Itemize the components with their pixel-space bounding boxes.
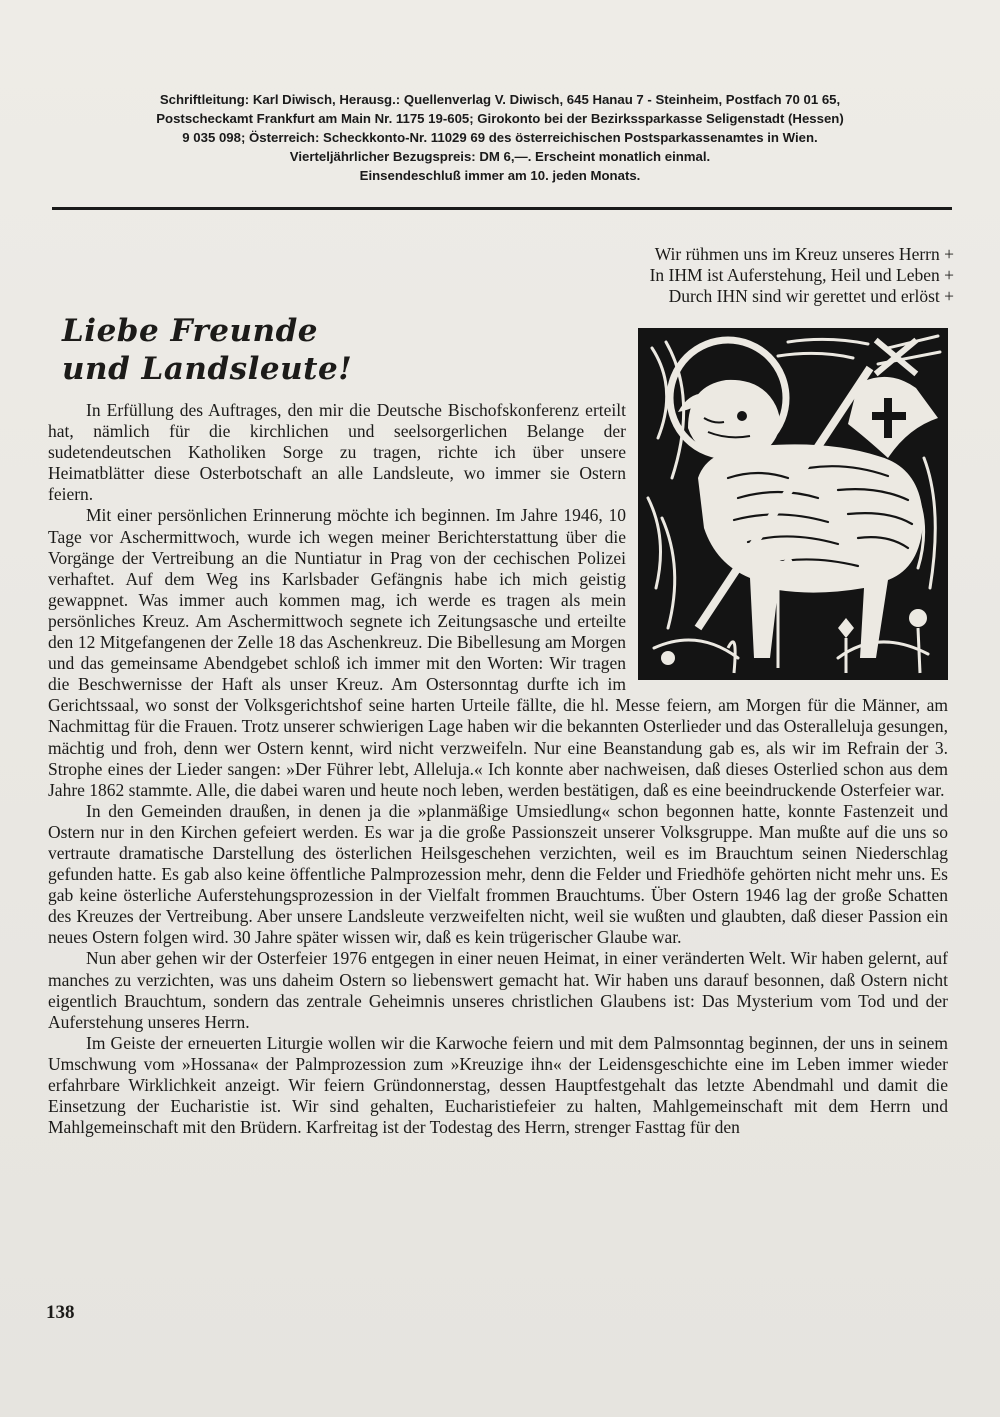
motto-block [534,244,954,307]
headline-line-2: und Landsleute! [62,351,353,387]
masthead-line: Vierteljährlicher Bezugspreis: DM 6,—. Erscheint monatlich einmal. [289,149,711,164]
header-divider [52,207,952,210]
headline-line-1: Liebe Freunde [62,313,318,349]
article-headline [62,312,402,388]
masthead-line: Schriftleitung: Karl Diwisch, Herausg.: Quellenverlag V. Diwisch, 645 Hanau 7 - Steinheim, Postfach 70 01 65, [159,92,841,107]
masthead-imprint [50,90,950,185]
masthead-line: Einsendeschluß immer am 10. jeden Monats. [359,168,641,183]
motto-line: In IHM ist Auferstehung, Heil und Leben + [649,265,954,285]
motto-line: Wir rühmen uns im Kreuz unseres Herrn + [654,244,954,264]
paragraph: In den Gemeinden draußen, in denen ja die »planmäßige Umsiedlung« schon begonnen hatte, konnte Fastenzeit und Ostern nur in den Kirchen gefeiert werden. Es war ja die große Passionszeit unserer Volksgruppe. Man mußte auf die uns so vertraute dramatische Darstellung des österlichen Heilsgeschehen verzichten, weil es im Brauchtum seinen Niederschlag gefunden hatte. Es gab also keine öffentliche Palmprozession mehr, denn die Felder und Friedhöfe gehörten nicht mehr uns. Es gab keine österliche Auferstehungsprozession in der Vielfalt frommen Brauchtums. Über Ostern 1946 lag der große Schatten des Kreuzes der Vertreibung. Aber unsere Landsleute verzweifelten nicht, weil sie wußten und glaubten, daß dieser Passion ein neues Ostern folgen wird. 30 Jahre später wissen wir, daß es kein trügerischer Glaube war. [48,800,948,948]
illustration-spacer [626,400,948,683]
page-number: 138 [46,1302,75,1323]
paragraph: Nun aber gehen wir der Osterfeier 1976 entgegen in einer neuen Heimat, in einer veränderten Welt. Wir haben gelernt, auf manches zu verzichten, was uns daheim Ostern so liebenswert gemacht hat. Wir haben uns darauf besonnen, daß Ostern nicht eigentlich Brauchtum, sondern das zentrale Geheimnis unseres christlichen Glaubens ist: Das Mysterium vom Tod und der Auferstehung unseres Herrn. [48,948,948,1032]
paragraph: Im Geiste der erneuerten Liturgie wollen wir die Karwoche feiern und mit dem Palmsonntag beginnen, der uns in seinem Umschwung vom »Hossana« der Palmprozession zum »Kreuzige ihn« der Leidensgeschichte eine im Leben immer wieder erfahrbare Wirklichkeit anzeigt. Wir feiern Gründonnerstag, dessen Hauptfestgehalt das letzte Abendmahl und damit die Einsetzung der Eucharistie ist. Wir sind gehalten, Eucharistiefeier zu halten, Mahlgemeinschaft mit dem Herrn und Mahlgemeinschaft mit den Brüdern. Karfreitag ist der Todestag des Herrn, strenger Fasttag für den [48,1032,948,1138]
motto-line: Durch IHN sind wir gerettet und erlöst + [668,286,954,306]
paragraph: In Erfüllung des Auftrages, den mir die Deutsche Bischofskonferenz erteilt hat, nämlich für die kirchlichen und seelsorgerlichen Belange der sudetendeutschen Katholiken Sorge zu tragen, richte ich über unsere Heimatblätter diese Osterbotschaft an alle Landsleute, wo immer sie Ostern feiern. [48,400,626,505]
masthead-line: Postscheckamt Frankfurt am Main Nr. 1175 19-605; Girokonto bei der Bezirkssparkasse Seligenstadt (Hessen) [156,111,844,126]
article-body [48,400,948,1138]
paragraph: Mit einer persönlichen Erinnerung möchte ich beginnen. Im Jahre 1946, 10 Tage vor Aschermittwoch, wurde ich wegen meiner Berichterstattung über die Vorgänge der Vertreibung an die Nuntiatur in Prag von der cechischen Polizei verhaftet. Auf dem Weg ins Karlsbader Gefängnis habe ich mich geistig gewappnet. Was immer auch kommen mag, ich werde es tragen als mein persönliches Kreuz. Am Aschermittwoch segnete ich Zeitungsasche und erteilte den 12 Mitgefangenen der Zelle 18 das Aschenkreuz. Die Bibellesung am Morgen und das gemeinsame Abendgebet schloß ich immer mit den Worten: Wir tragen die Beschwernisse der Haft als unser Kreuz. Am Ostersonntag durfte ich im Gerichtssaal, wo sonst der Volksgerichtshof seine harten Urteile fällte, die hl. Messe feiern, am Morgen für die Männer, am Nachmittag für die Frauen. Trotz unserer schwierigen Lage haben wir die bekannten Osterlieder und das Osteralleluja gesungen, mächtig und froh, denn wer Ostern kennt, wird nicht verzweifeln. Nur eine Beanstandung gab es, als wir im Refrain der 3. Strophe eines der Lieder sangen: »Der Führer lebt, Alleluja.« Ich konnte aber nachweisen, daß dieses Osterlied schon aus dem Jahre 1862 stammte. Alle, die dabei waren und heute noch leben, werden bestätigen, daß es eine beeindruckende Osterfeier war. [48,505,948,800]
masthead-line: 9 035 098; Österreich: Scheckkonto-Nr. 11029 69 des österreichischen Postsparkassenamtes in Wien. [182,130,818,145]
